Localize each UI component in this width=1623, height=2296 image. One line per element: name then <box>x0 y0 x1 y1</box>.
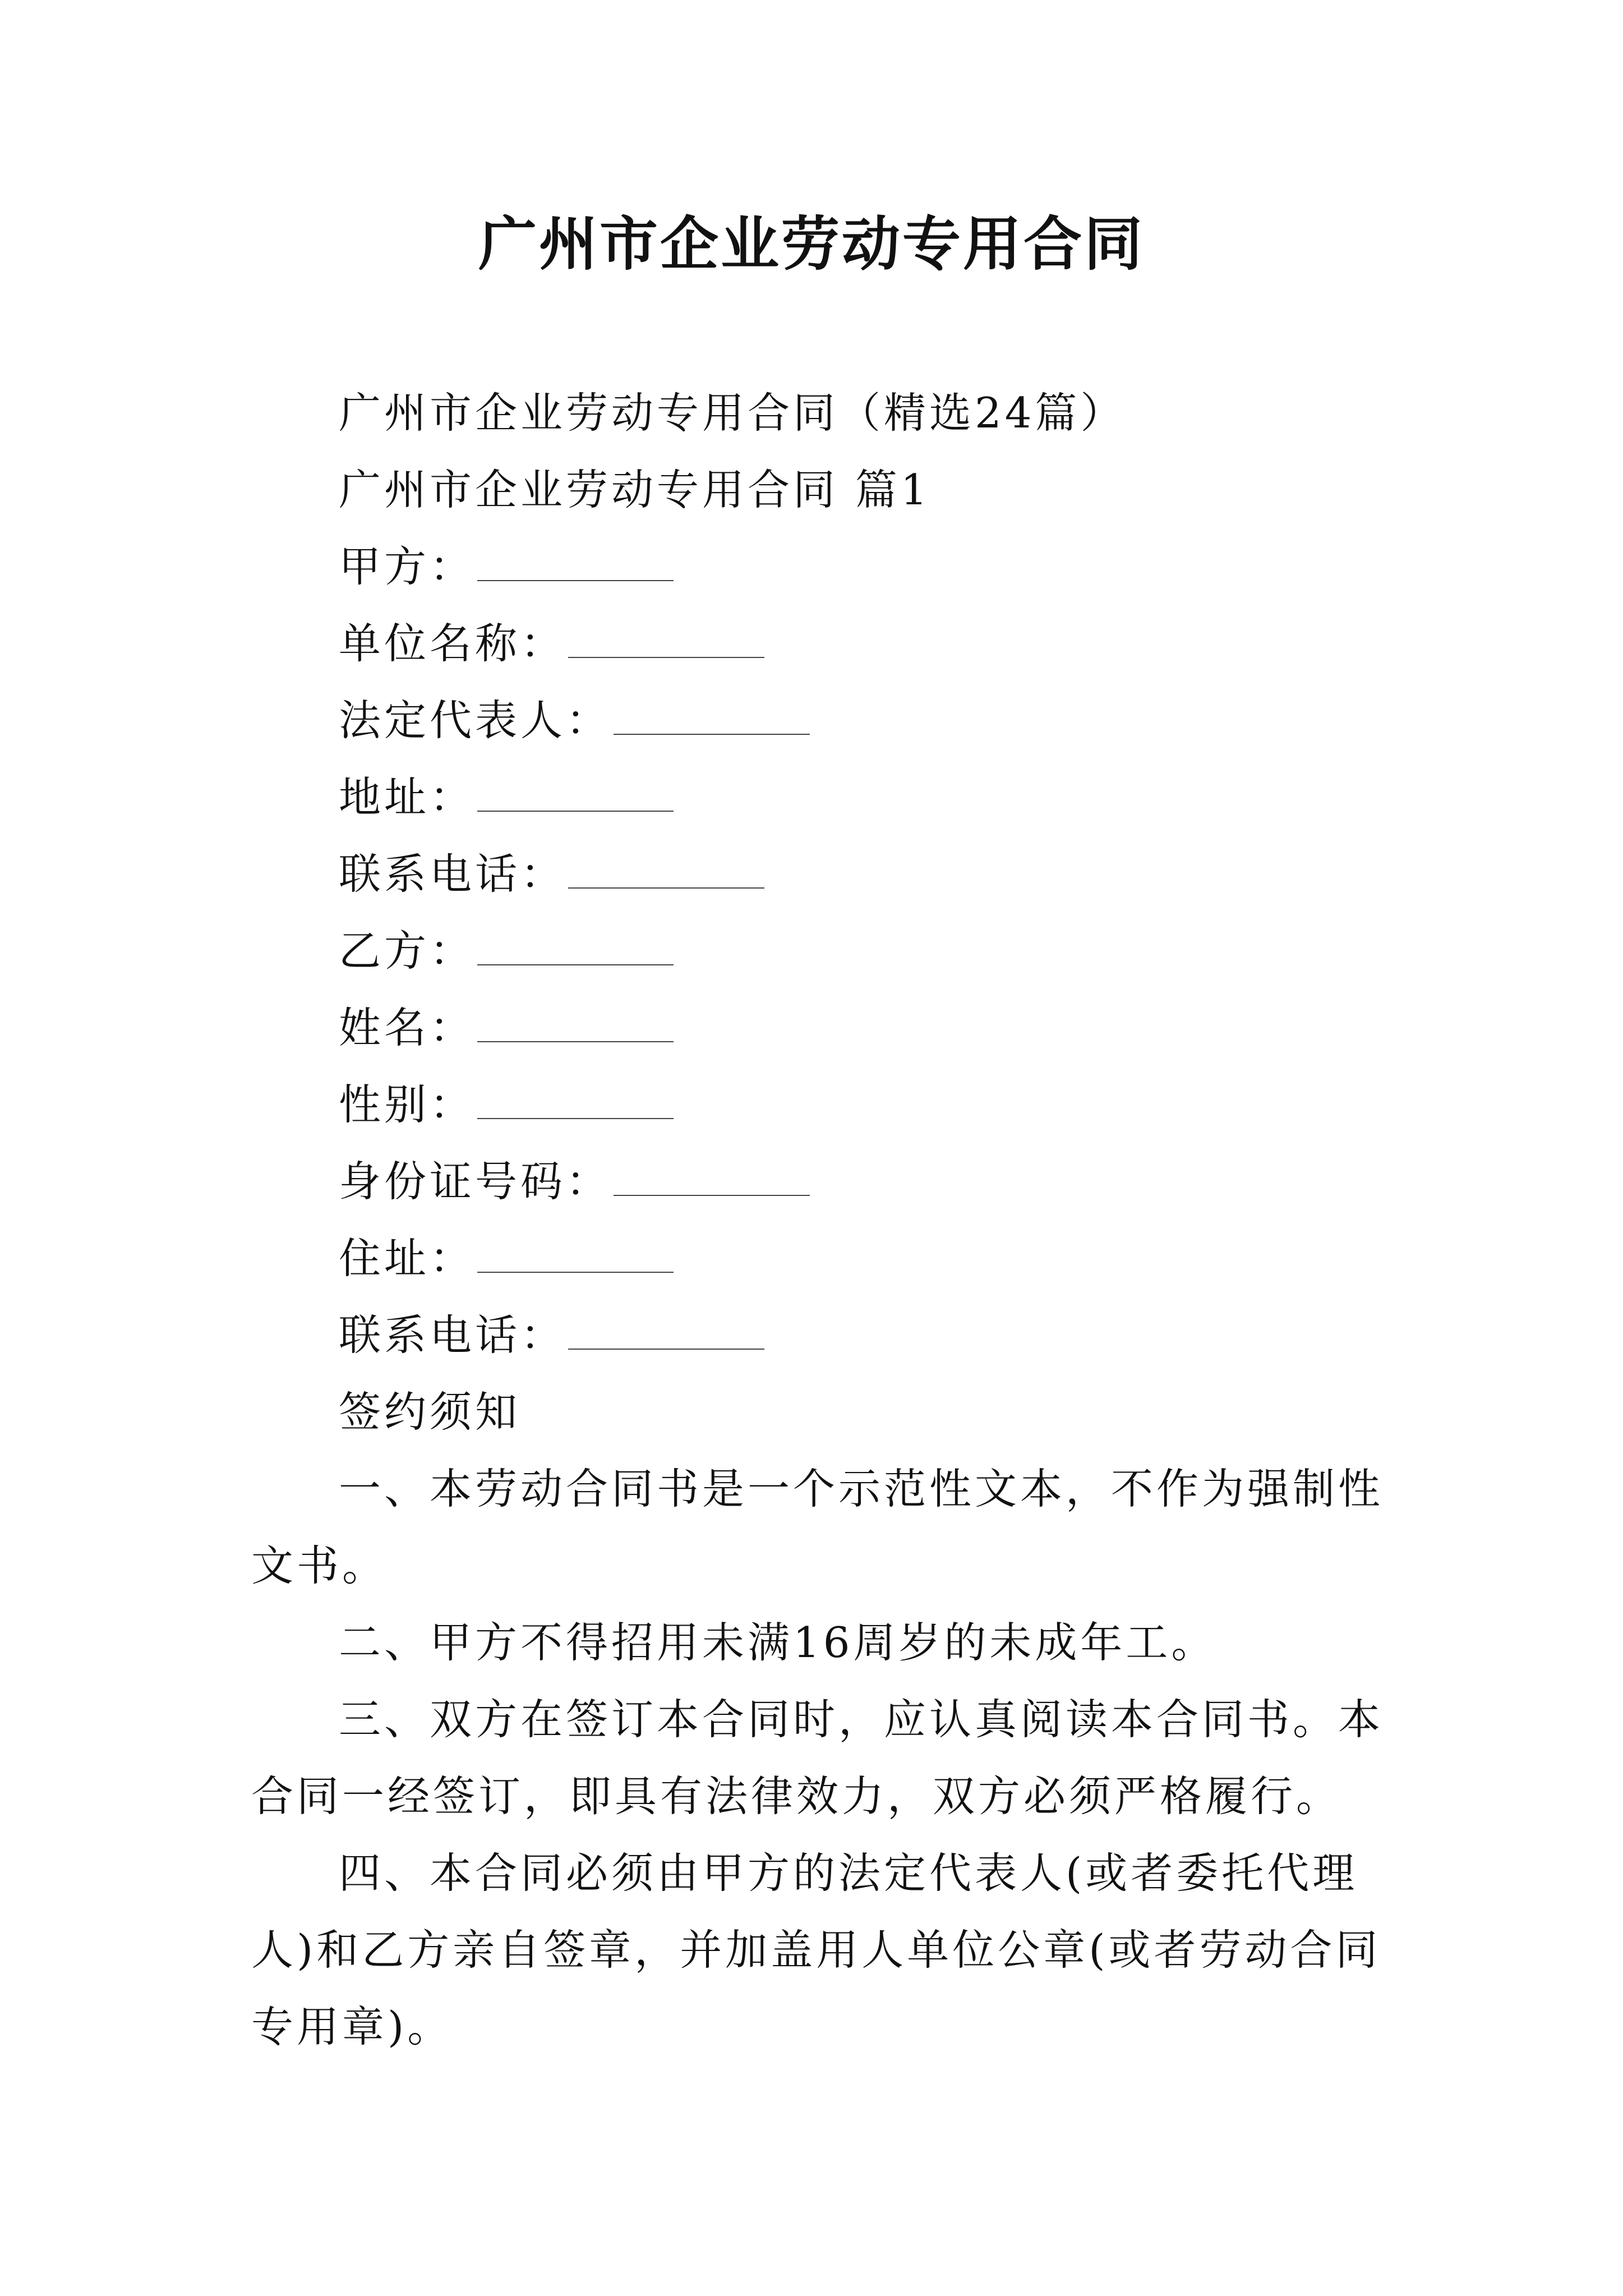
document-body <box>251 375 1395 2065</box>
field-label: 甲方： <box>339 542 476 591</box>
section-heading: 广州市企业劳动专用合同 篇1 <box>339 465 931 514</box>
field-label: 联系电话： <box>339 1310 566 1360</box>
field-label: 姓名： <box>339 1003 476 1052</box>
field-name <box>251 990 1395 1066</box>
blank-line <box>477 1232 674 1273</box>
field-party-b <box>251 913 1395 990</box>
notice-paragraph-4: 四、本合同必须由甲方的法定代表人(或者委托代理人)和乙方亲自签章，并加盖用人单位公章(或者劳动合同专用章)。 <box>251 1848 1381 2051</box>
field-address <box>251 759 1395 836</box>
blank-line <box>568 848 764 889</box>
field-legal-representative <box>251 682 1395 759</box>
blank-line <box>477 771 674 812</box>
field-label: 身份证号码： <box>339 1157 612 1206</box>
field-company-name <box>251 605 1395 682</box>
blank-line <box>568 1309 764 1350</box>
field-phone-b <box>251 1297 1395 1374</box>
notice-heading: 签约须知 <box>339 1387 521 1437</box>
field-residence <box>251 1220 1395 1297</box>
blank-line <box>477 1002 674 1042</box>
field-label: 法定代表人： <box>339 696 612 745</box>
blank-line <box>477 1079 674 1119</box>
document-subtitle: 广州市企业劳动专用合同（精选24篇） <box>339 388 1126 438</box>
notice-paragraph-1: 一、本劳动合同书是一个示范性文本，不作为强制性文书。 <box>251 1464 1384 1590</box>
document-title: 广州市企业劳动专用合同 <box>478 209 1145 278</box>
field-label: 单位名称： <box>339 619 566 668</box>
field-label: 性别： <box>339 1080 476 1129</box>
blank-line <box>477 541 674 581</box>
field-label: 联系电话： <box>339 849 566 899</box>
field-id-number <box>251 1143 1395 1220</box>
field-phone-a <box>251 836 1395 913</box>
notice-paragraph-2: 二、甲方不得招用未满16周岁的未成年工。 <box>339 1618 1217 1667</box>
blank-line <box>568 618 764 658</box>
field-label: 乙方： <box>339 926 476 976</box>
blank-line <box>614 694 810 735</box>
notice-paragraph-3: 三、双方在签订本合同时，应认真阅读本合同书。本合同一经签订，即具有法律效力，双方必须严格履行。 <box>251 1695 1384 1821</box>
field-party-a <box>251 528 1395 605</box>
blank-line <box>614 1156 810 1196</box>
field-label: 地址： <box>339 772 476 822</box>
field-gender <box>251 1066 1395 1143</box>
blank-line <box>477 925 674 965</box>
field-label: 住址： <box>339 1234 476 1283</box>
